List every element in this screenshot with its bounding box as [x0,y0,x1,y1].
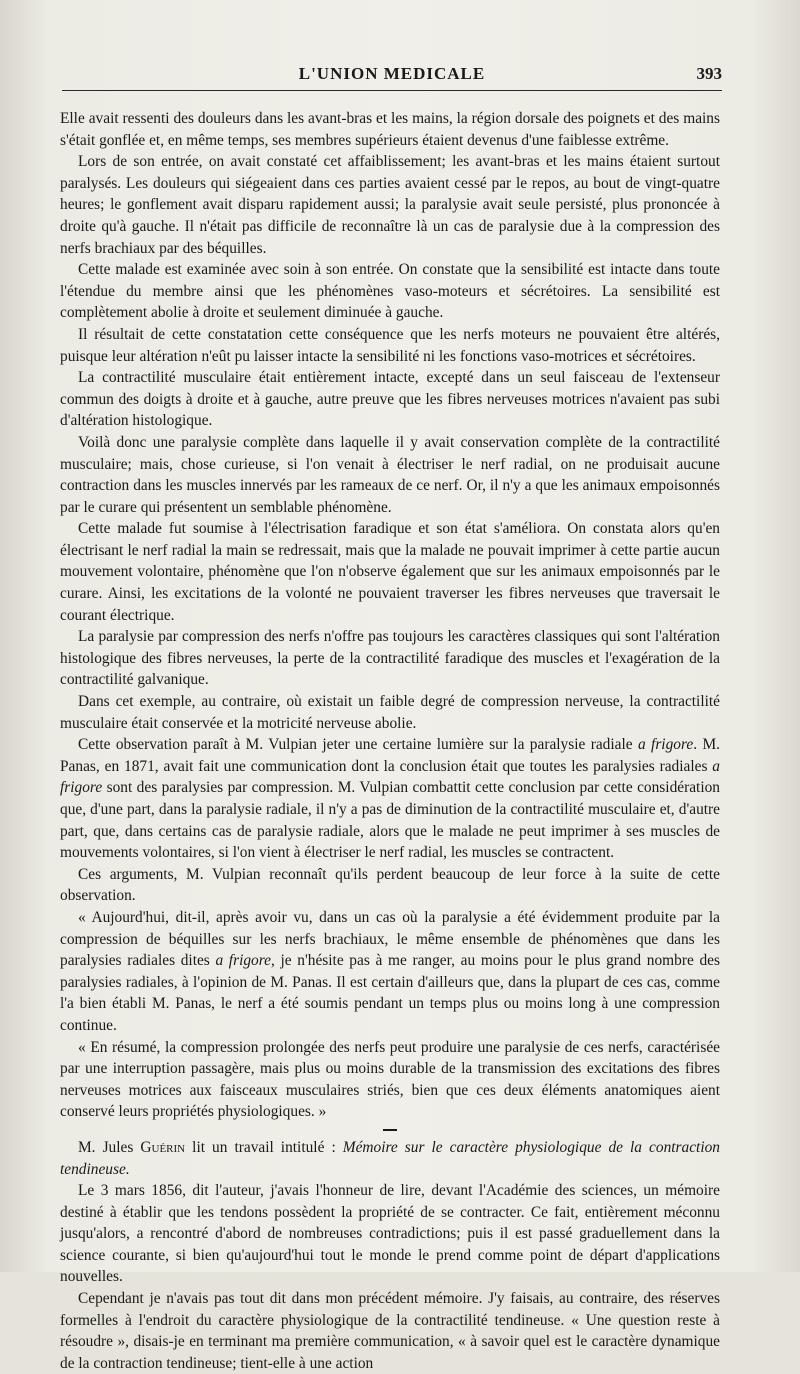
paragraph: La paralysie par compression des nerfs n'offre pas toujours les caractères classiques qui sont l'altération histologique des fibres nerveuses, la perte de la contractilité faradique des muscles et l'exagération de la contractilité galvanique. [60,628,720,689]
text-run: sont des paralysies par compression. M. Vulpian combattit cette conclusion par cette considération que, d'une part, dans la paralysie radiale, il n'y a pas de diminution de la contractilité musculaire et, d'autre part, que, dans certains cas de paralysie radiale, alors que le malade ne peut imprimer à ses muscles de mouvements volontaires, si l'on vient à électriser le nerf radial, les muscles se contractent. [60,779,720,862]
paragraph: Le 3 mars 1856, dit l'auteur, j'avais l'honneur de lire, devant l'Académie des sciences, un mémoire destiné à établir que les tendons possèdent la propriété de se contracter. Ce fait, entièrement méconnu jusqu'alors, a rencontré d'abord de nombreuses contradictions; puis il est passé graduellement dans la science courante, si bien qu'aujourd'hui tout le monde le prend comme point de départ d'applications nouvelles. [60,1182,720,1286]
paragraph: Cette malade fut soumise à l'électrisation faradique et son état s'améliora. On constata alors qu'en électrisant le nerf radial la main se redressait, mais que la malade ne pouvait imprimer à cette partie aucun mouvement volontaire, phénomène que l'on n'observe également que sur les animaux empoisonnés par le curare. Ainsi, les excitations de la volonté ne pouvaient traverser les fibres nerveuses que traversait le courant électrique. [60,520,720,624]
journal-title: L'UNION MEDICALE [298,64,486,83]
italic-run: a frigore [215,952,271,970]
paragraph-vulpian [60,734,720,864]
paragraph: Ces arguments, M. Vulpian reconnaît qu'ils perdent beaucoup de leur force à la suite de cette observation. [60,865,720,905]
paragraph-guerin [60,1137,720,1180]
italic-run: a frigore [60,757,720,797]
italic-run: a frigore [637,736,694,754]
author-name: Guérin [140,1138,186,1156]
text-run: lit un travail intitulé : [185,1138,343,1156]
paragraph: Dans cet exemple, au contraire, où existait un faible degré de compression nerveuse, la contractilité musculaire était conservée et la motricité nerveuse abolie. [60,693,720,732]
section-separator [383,1129,397,1131]
paragraph: Lors de son entrée, on avait constaté cet affaiblissement; les avant-bras et les mains étaient surtout paralysés. Les douleurs qui siégeaient dans ces parties avaient cessé par le repos, au bout de vingt-quatre heures; le gonflement avait disparu rapidement aussi; la paralysie avait seule persisté, plus prononcée à droite qu'à gauche. Il n'était pas difficile de reconnaître là un cas de paralysie due à la compression des nerfs brachiaux par des béquilles. [60,153,720,257]
text-run: . M. Panas, en 1871, avait fait une communication dont la conclusion était que toutes les paralysies radiales [60,736,720,775]
paragraph: Il résultait de cette constatation cette conséquence que les nerfs moteurs ne pouvaient être altérés, puisque leur altération n'eût pu laisser intacte la sensibilité ni les fonctions vaso-motrices et sécrétoires. [60,325,720,365]
paragraph: Voilà donc une paralysie complète dans laquelle il y avait conservation complète de la contractilité musculaire; mais, chose curieuse, si l'on venait à électriser le nerf radial, on ne produisait aucune contraction dans les muscles innervés par les rameaux de ce nerf. Or, il n'y a que les animaux empoisonnés par le curare qui présentent un semblable phénomène. [60,433,720,516]
article-body [60,108,720,1374]
page-number: 393 [696,64,722,83]
running-header [62,60,722,91]
paragraph: La contractilité musculaire était entièrement intacte, excepté dans un seul faisceau de l'extenseur commun des doigts à droite et à gauche, autre preuve que les fibres nerveuses motrices n'avaient pas subi d'altération histologique. [60,369,720,430]
text-run: « Aujourd'hui, dit-il, après avoir vu, dans un cas où la paralysie a été évidemment produite par la compression de béquilles sur les nerfs brachiaux, le même ensemble de phénomènes que dans les paralysies radiales dites [60,908,720,970]
paragraph: Cependant je n'avais pas tout dit dans mon précédent mémoire. J'y faisais, au contraire, des réserves formelles à l'endroit du caractère physiologique de la contractilité tendineuse. « Une question reste à résoudre », disais-je en terminant ma première communication, « à savoir quel est le caractère dynamique de la contraction tendineuse; tient-elle à une action [60,1290,720,1372]
text-run: M. Jules [78,1138,141,1156]
paragraph-continued: Elle avait ressenti des douleurs dans les avant-bras et les mains, la région dorsale des poignets et des mains s'était gonflée et, en même temps, ses membres supérieurs étaient devenus d'une faiblesse extrême. [60,110,720,149]
text-run: , je n'hésite pas à me ranger, au moins pour le plus grand nombre des paralysies radiales, à l'opinion de M. Panas. Il est certain d'ailleurs que, dans la plupart de ces cas, comme l'a bien établi M. Panas, le nerf a été soumis pendant un temps plus ou moins long à une compression continue. [60,952,720,1034]
paragraph-quote-end: « En résumé, la compression prolongée des nerfs peut produire une paralysie de ces nerfs, caractérisée par une interruption passagère, mais plus ou moins durable de la transmission des excitations des fibres nerveuses motrices aux faisceaux musculaires striés, bien que ces deux éléments anatomiques aient conservé leurs propriétés physiologiques. » [60,1038,720,1121]
text-run: Cette observation paraît à M. Vulpian jeter une certaine lumière sur la paralysie radiale [78,736,638,754]
paragraph-quote [60,907,720,1037]
work-title: Mémoire sur le caractère physiologique de la contraction tendineuse. [60,1138,720,1178]
paragraph: Cette malade est examinée avec soin à son entrée. On constate que la sensibilité est intacte dans toute l'étendue du membre ainsi que les phénomènes vaso-moteurs et sécrétoires. La sensibilité est complètement abolie à droite et seulement diminuée à gauche. [60,261,720,322]
